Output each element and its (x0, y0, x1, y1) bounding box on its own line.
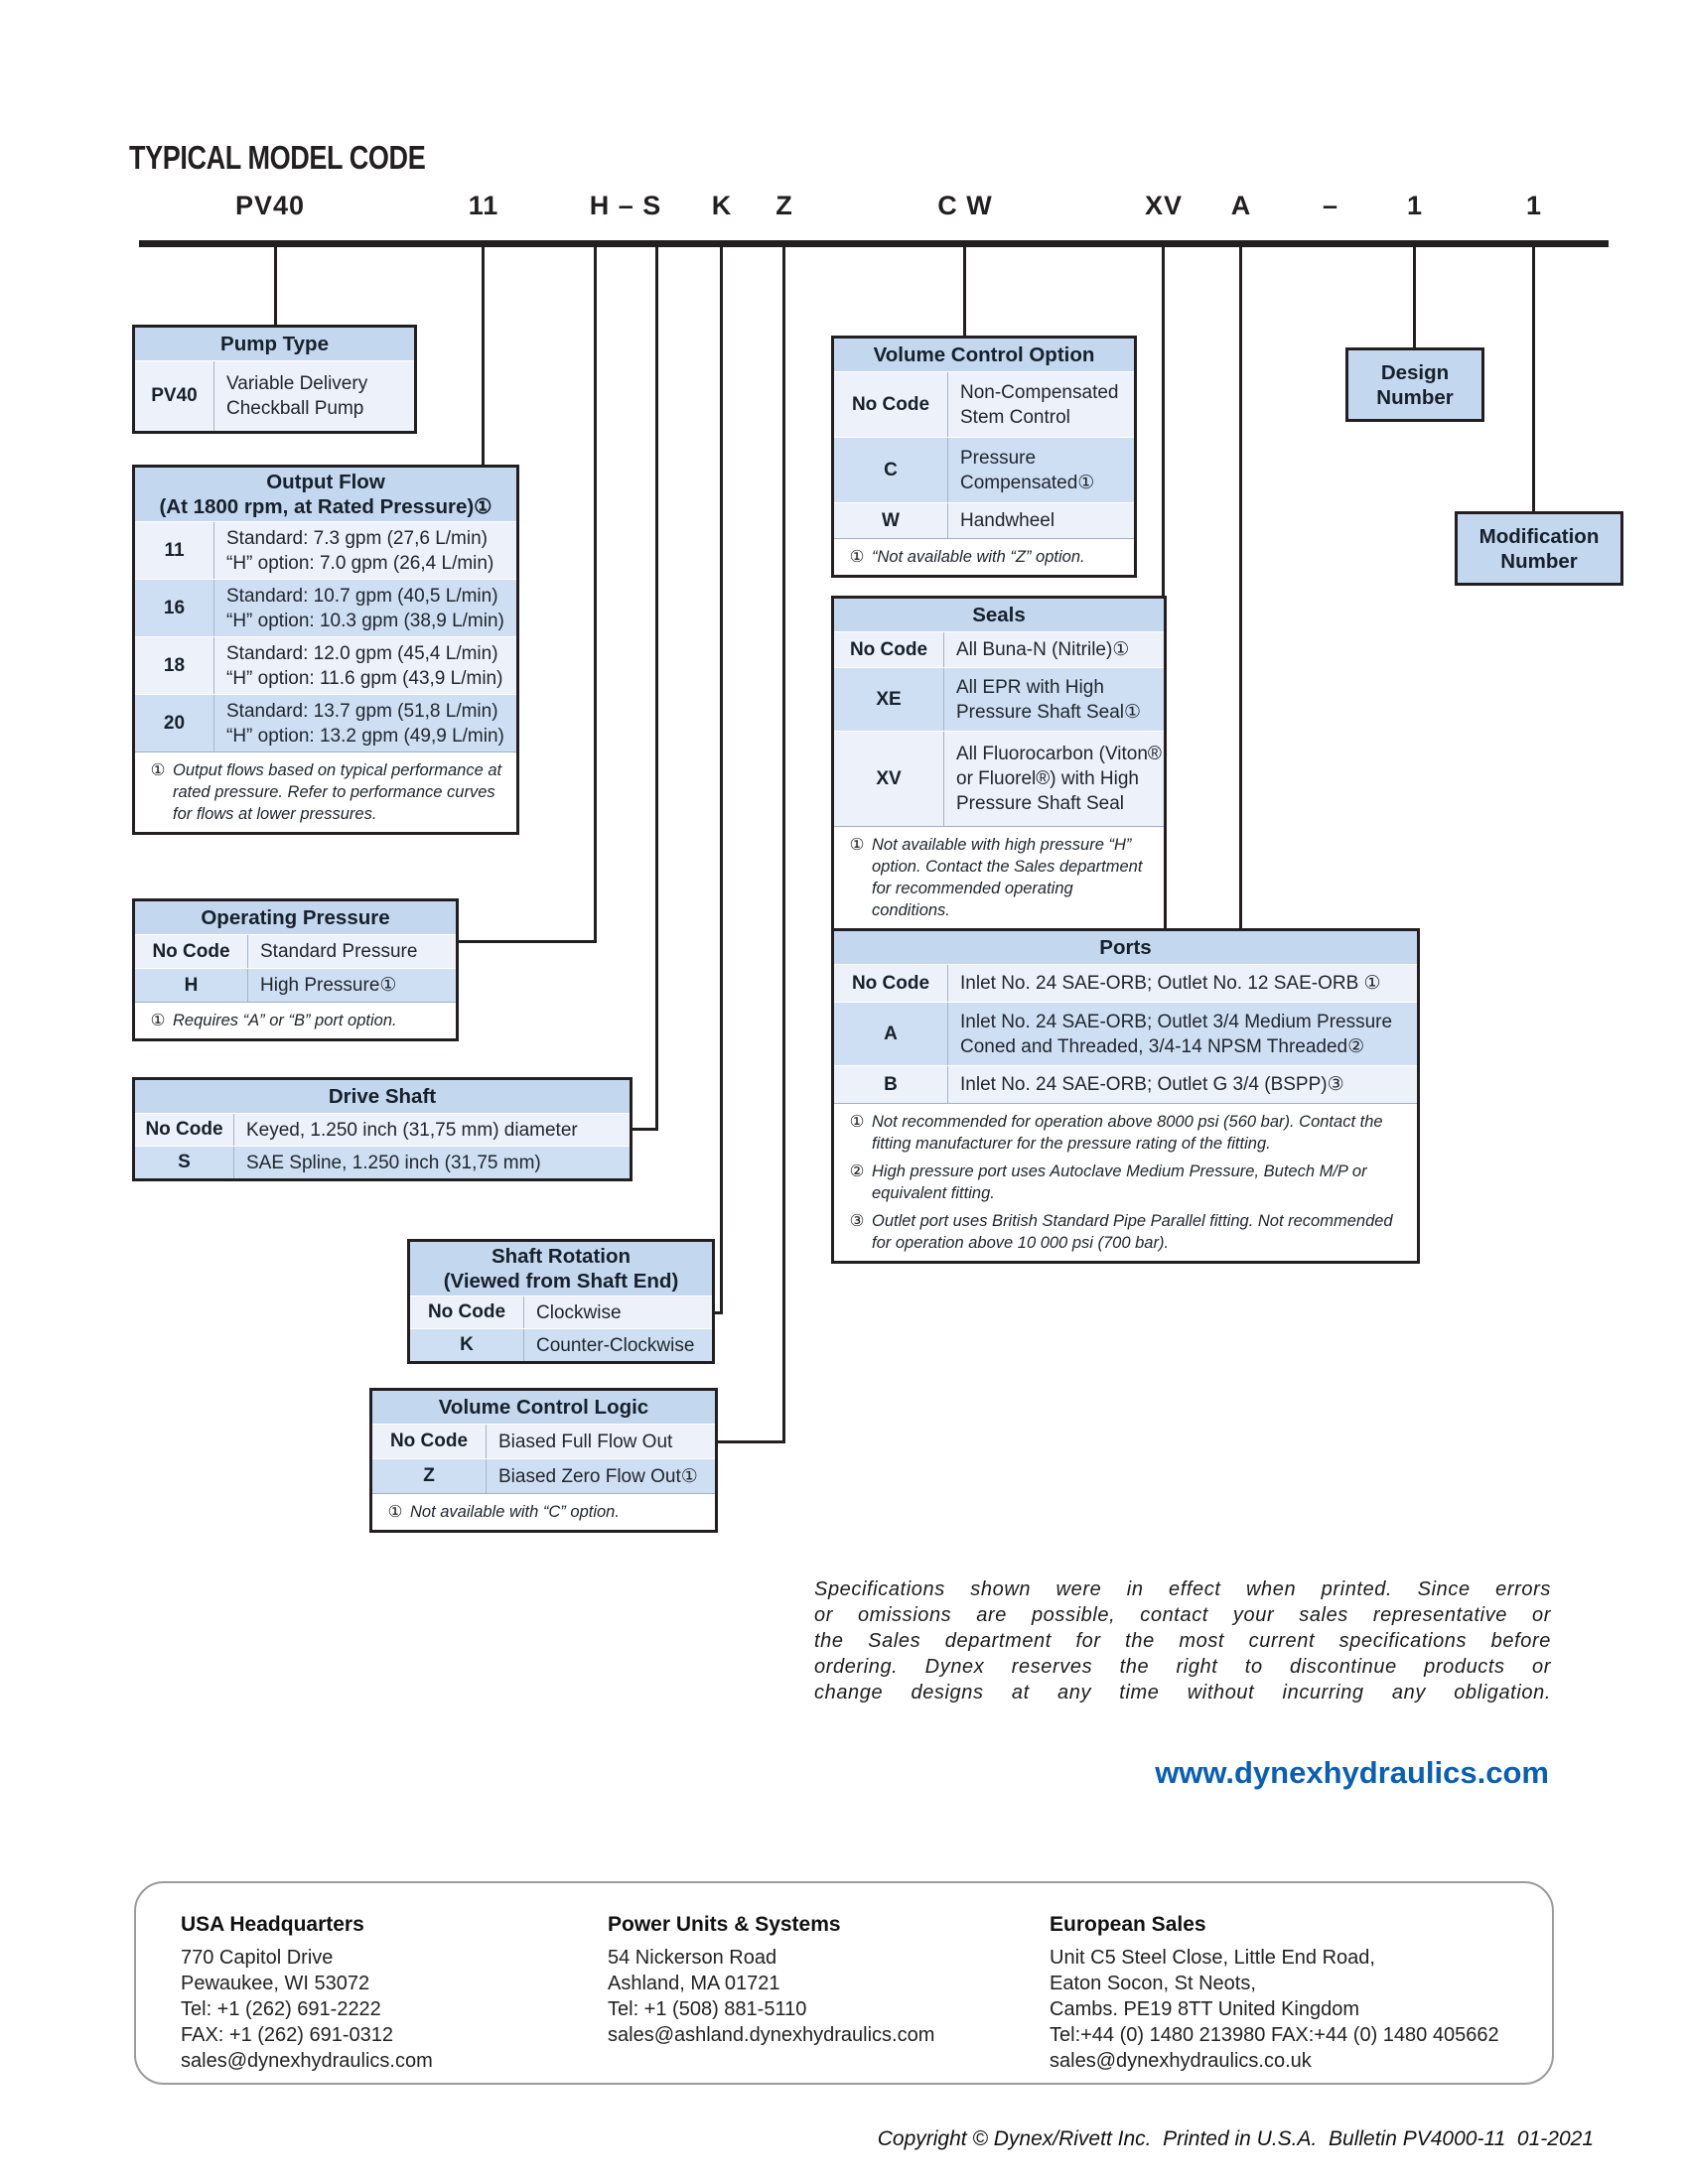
code-cell: H (135, 969, 248, 1002)
code-cell: 16 (135, 580, 214, 636)
connector-line-design (1413, 247, 1416, 347)
table-row (372, 1424, 715, 1458)
code-cell: No Code (834, 372, 948, 437)
table-row (135, 968, 456, 1002)
code-ports: A (1230, 191, 1252, 220)
desc-cell: Variable Delivery Checkball Pump (226, 373, 368, 419)
design-number-callout: Design Number (1345, 347, 1484, 422)
table-title: Volume Control Option (834, 339, 1134, 371)
operating-pressure-table (132, 898, 459, 1041)
page-title: TYPICAL MODEL CODE (129, 139, 426, 176)
connector-line-flow (482, 247, 485, 465)
code-cell: C (834, 438, 948, 502)
table-title: Ports (834, 931, 1417, 964)
model-code-bar (139, 240, 1609, 247)
table-row (135, 636, 516, 694)
table-row (135, 694, 516, 751)
volume-control-logic-table (369, 1388, 718, 1533)
desc-cell: Inlet No. 24 SAE-ORB; Outlet 3/4 Medium Pressure Coned and Threaded, 3/4-14 NPSM Threaded② (960, 1011, 1393, 1057)
pump-type-table (132, 325, 417, 434)
output-flow-table (132, 465, 519, 835)
desc-cell: Standard: 10.7 gpm (40,5 L/min) “H” option: 10.3 gpm (38,9 L/min) (226, 585, 504, 631)
table-row (372, 1458, 715, 1493)
copyright-line: Copyright © Dynex/Rivett Inc. Printed in U.S.A. Bulletin PV4000-11 01-2021 (877, 2127, 1594, 2150)
contact-european-sales: European Sales Unit C5 Steel Close, Little End Road, Eaton Socon, St Neots, Cambs. PE19 8TT United Kingdom Tel:+44 (0) 1480 213980 FAX:+44 (0) 1480 405662 sales@dynexhydraulics.co.uk (1050, 1913, 1499, 2072)
table-title: Seals (834, 599, 1164, 631)
desc-cell: Biased Full Flow Out (498, 1431, 673, 1452)
code-modification: 1 (1525, 191, 1543, 220)
code-flow: 11 (468, 191, 499, 220)
contact-usa-headquarters: USA Headquarters 770 Capitol Drive Pewaukee, WI 53072 Tel: +1 (262) 691-2222 FAX: +1 (262) 691-0312 sales@dynexhydraulics.com (181, 1913, 433, 2072)
desc-cell: All Fluorocarbon (Viton® or Fluorel®) with High Pressure Shaft Seal (956, 744, 1162, 814)
table-row (135, 1113, 630, 1146)
code-cell: 18 (135, 637, 214, 694)
specifications-paragraph: Specifications shown were in effect when printed. Since errors or omissions are possible, contact your sales representative or the Sales department for the most current specifications before ordering. Dynex reserves the right to discontinue products or change designs at any time without incurring any obligation. (814, 1578, 1551, 1704)
desc-cell: Standard: 12.0 gpm (45,4 L/min) “H” option: 11.6 gpm (43,9 L/min) (226, 642, 503, 689)
connector-line-logic-h (715, 1440, 785, 1443)
code-rotation: K (711, 191, 733, 220)
code-dash: – (1322, 191, 1339, 220)
desc-cell: Pressure Compensated① (960, 447, 1095, 493)
seals-table (831, 596, 1167, 931)
table-row (135, 934, 456, 968)
connector-line-pump (274, 247, 277, 325)
desc-cell: Standard: 7.3 gpm (27,6 L/min) “H” option: 7.0 gpm (26,4 L/min) (226, 527, 494, 574)
code-cell: XV (834, 732, 944, 826)
code-cell: No Code (135, 935, 248, 968)
modification-number-callout: Modification Number (1455, 511, 1623, 586)
code-seals: XV (1144, 191, 1184, 220)
desc-cell: Handwheel (960, 510, 1055, 531)
code-cell: W (834, 503, 948, 538)
desc-cell: Inlet No. 24 SAE-ORB; Outlet No. 12 SAE-ORB ① (960, 973, 1381, 994)
code-cell: PV40 (135, 361, 214, 431)
code-design: 1 (1406, 191, 1424, 220)
code-pressure-shaft: H – S (589, 191, 662, 220)
table-row (410, 1296, 712, 1328)
code-pump: PV40 (234, 191, 306, 220)
table-footnote: ① Not recommended for operation above 8000 psi (560 bar). Contact the fitting manufacturer for the pressure rating of the fitting. ② High pressure port uses Autoclave Medium Pressure, Butech M/P or equivalent fitting. ③ Outlet port uses British Standard Pipe Parallel fitting. Not recommended for operation above 10 000 psi (700 bar). (834, 1103, 1417, 1261)
connector-line-pressure-h (456, 940, 597, 943)
table-title: Operating Pressure (135, 901, 456, 934)
connector-line-ports (1239, 247, 1242, 928)
desc-cell: Counter-Clockwise (536, 1334, 695, 1356)
connector-line-logic (782, 247, 785, 1443)
table-row (834, 502, 1134, 538)
connector-line-shaft (655, 247, 658, 1131)
contact-power-units: Power Units & Systems 54 Nickerson Road Ashland, MA 01721 Tel: +1 (508) 881-5110 sales@ashland.dynexhydraulics.com (608, 1913, 935, 2046)
desc-cell: Keyed, 1.250 inch (31,75 mm) diameter (246, 1119, 578, 1141)
code-cell: No Code (834, 632, 944, 667)
table-footnote: ① Not available with “C” option. (372, 1493, 715, 1530)
table-row (834, 1002, 1417, 1065)
table-row (834, 964, 1417, 1002)
volume-control-option-table (831, 336, 1137, 578)
code-control: C W (937, 191, 993, 220)
desc-cell: Inlet No. 24 SAE-ORB; Outlet G 3/4 (BSPP)③ (960, 1074, 1344, 1095)
table-row (135, 360, 414, 431)
table-footnote: ① “Not available with “Z” option. (834, 538, 1134, 575)
contact-info-box (134, 1881, 1554, 2085)
connector-line-pressure (594, 247, 597, 943)
connector-line-seals (1162, 247, 1165, 596)
table-title: Pump Type (135, 328, 414, 360)
desc-cell: SAE Spline, 1.250 inch (31,75 mm) (246, 1152, 541, 1173)
shaft-rotation-table (407, 1239, 715, 1364)
drive-shaft-table (132, 1077, 633, 1181)
code-logic: Z (775, 191, 793, 220)
ports-table (831, 928, 1420, 1264)
table-title: Drive Shaft (135, 1080, 630, 1113)
code-cell: 20 (135, 695, 214, 751)
code-cell: A (834, 1003, 948, 1065)
desc-cell: Clockwise (536, 1301, 622, 1323)
code-cell: No Code (135, 1114, 234, 1146)
table-row (834, 1065, 1417, 1103)
code-cell: No Code (410, 1297, 524, 1328)
code-cell: S (135, 1147, 234, 1178)
table-footnote: ① Requires “A” or “B” port option. (135, 1002, 456, 1038)
code-cell: No Code (834, 965, 948, 1002)
connector-line-rotation (720, 247, 723, 1314)
table-row (135, 1146, 630, 1178)
code-cell: 11 (135, 522, 214, 579)
table-title: Volume Control Logic (372, 1391, 715, 1424)
desc-cell: Non-Compensated Stem Control (960, 381, 1119, 428)
table-row (834, 731, 1164, 826)
code-cell: Z (372, 1459, 487, 1493)
table-row (834, 631, 1164, 667)
desc-cell: All EPR with High Pressure Shaft Seal① (956, 676, 1142, 723)
table-footnote: ① Output flows based on typical performance at rated pressure. Refer to performance curves for flows at lower pressures. (135, 751, 516, 832)
table-row (834, 667, 1164, 731)
desc-cell: All Buna-N (Nitrile)① (956, 639, 1130, 660)
code-cell: B (834, 1066, 948, 1103)
table-footnote: ① Not available with high pressure “H” option. Contact the Sales department for recommended operating conditions. (834, 826, 1164, 928)
code-cell: XE (834, 668, 944, 731)
table-row (834, 437, 1134, 502)
connector-line-modification (1532, 247, 1535, 511)
desc-cell: High Pressure① (260, 975, 397, 996)
website-link[interactable]: www.dynexhydraulics.com (1155, 1755, 1549, 1790)
code-cell: K (410, 1329, 524, 1361)
code-cell: No Code (372, 1425, 487, 1458)
connector-line-control (963, 247, 966, 336)
desc-cell: Biased Zero Flow Out① (498, 1465, 698, 1487)
table-title: Shaft Rotation (Viewed from Shaft End) (410, 1242, 712, 1296)
table-row (135, 521, 516, 579)
table-row (834, 371, 1134, 437)
table-title: Output Flow (At 1800 rpm, at Rated Pressure)① (135, 468, 516, 521)
table-row (135, 579, 516, 636)
desc-cell: Standard: 13.7 gpm (51,8 L/min) “H” option: 13.2 gpm (49,9 L/min) (226, 700, 504, 747)
desc-cell: Standard Pressure (260, 941, 418, 962)
connector-line-shaft-h (630, 1128, 658, 1131)
table-row (410, 1328, 712, 1361)
